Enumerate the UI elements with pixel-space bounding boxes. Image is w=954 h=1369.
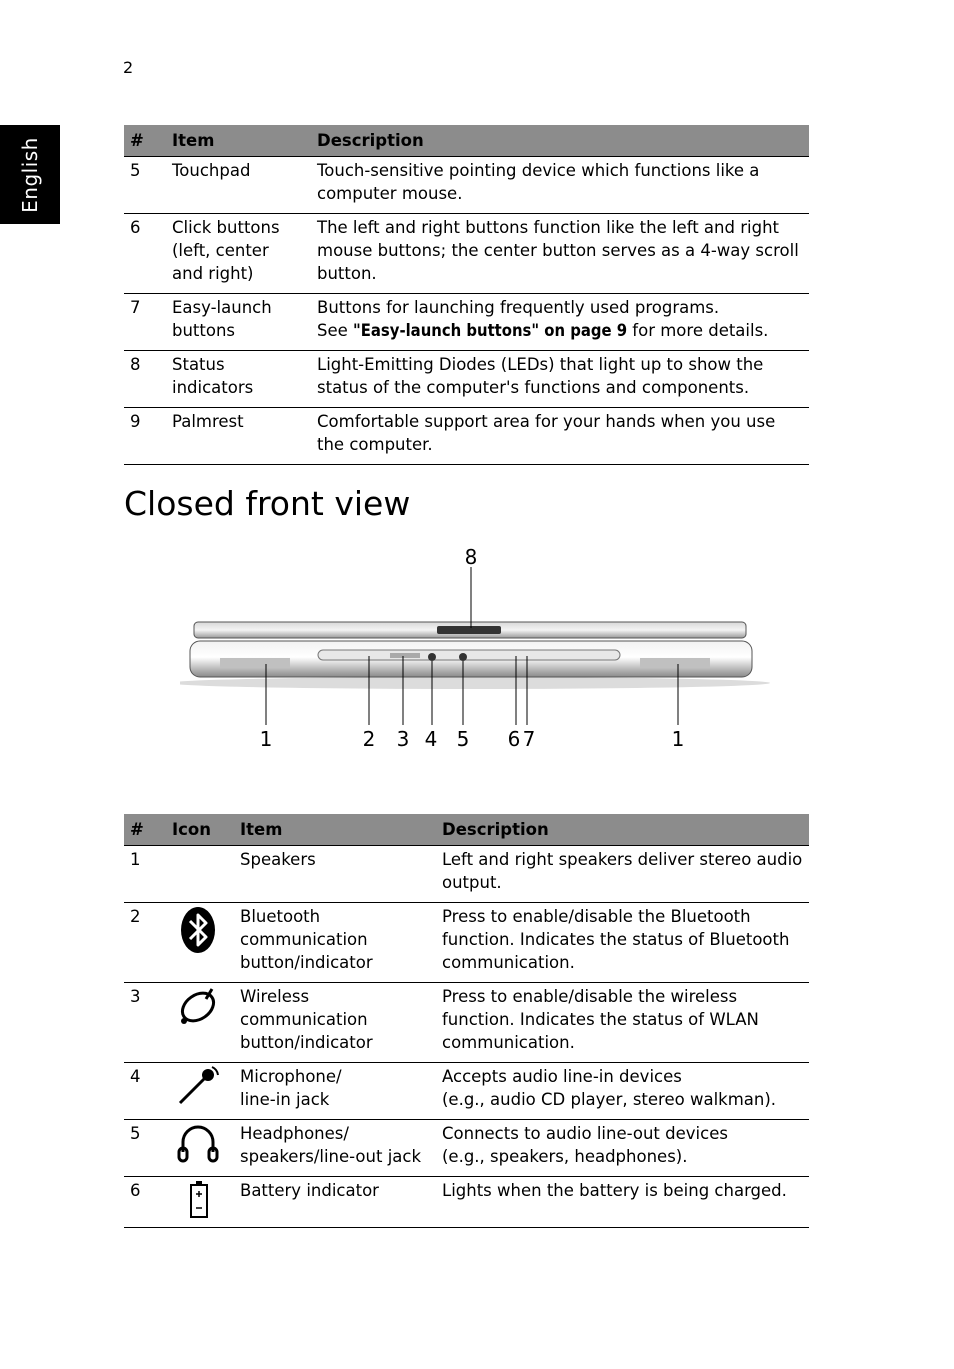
page-number: 2	[123, 58, 134, 77]
row-icon	[166, 903, 234, 983]
table-row	[124, 983, 809, 1063]
language-tab-label: English	[18, 136, 42, 213]
table-header	[124, 125, 809, 157]
row-icon	[166, 1063, 234, 1120]
row-description: Press to enable/disable the Bluetooth function. Indicates the status of Bluetooth communication.	[436, 903, 809, 983]
row-icon	[166, 846, 234, 903]
callout-4: 4	[424, 727, 438, 751]
row-description	[311, 294, 809, 351]
row-item: Wireless communication button/indicator	[234, 983, 436, 1063]
row-description	[436, 1120, 809, 1177]
components-table-1	[124, 125, 809, 465]
row-item: Battery indicator	[234, 1177, 436, 1228]
callout-3: 3	[396, 727, 410, 751]
row-number: 2	[124, 903, 166, 983]
row-number: 8	[124, 351, 166, 408]
row-item: Bluetooth communication button/indicator	[234, 903, 436, 983]
row-number: 1	[124, 846, 166, 903]
header-item: Item	[234, 814, 436, 846]
battery-icon	[176, 1179, 220, 1219]
table-row	[124, 408, 809, 465]
row-number: 6	[124, 1177, 166, 1228]
header-icon: Icon	[166, 814, 234, 846]
row-description: Left and right speakers deliver stereo audio output.	[436, 846, 809, 903]
row-number: 4	[124, 1063, 166, 1120]
item-line-1: Headphones/	[240, 1124, 349, 1143]
callout-5: 5	[456, 727, 470, 751]
callout-8-top: 8	[464, 545, 478, 569]
row-item: Touchpad	[166, 157, 311, 214]
microphone-icon	[176, 1065, 220, 1107]
row-number: 6	[124, 214, 166, 294]
row-description: The left and right buttons function like the left and right mouse buttons; the center button serves as a 4-way scroll button.	[311, 214, 809, 294]
callout-1-right: 1	[671, 727, 685, 751]
row-item	[234, 1120, 436, 1177]
desc-line-1: Connects to audio line-out devices	[442, 1124, 728, 1143]
row-icon	[166, 983, 234, 1063]
row-number: 5	[124, 157, 166, 214]
components-table-2	[124, 814, 809, 1228]
table-header	[124, 814, 809, 846]
row-icon	[166, 1120, 234, 1177]
callout-1-left: 1	[259, 727, 273, 751]
row-description: Touch-sensitive pointing device which functions like a computer mouse.	[311, 157, 809, 214]
desc-line-1: Accepts audio line-in devices	[442, 1067, 682, 1086]
wireless-icon	[176, 985, 220, 1029]
easy-launch-link[interactable]: "Easy-launch buttons" on page 9	[353, 321, 628, 340]
callout-7: 7	[522, 727, 536, 751]
see-text: See	[317, 321, 348, 340]
table-row	[124, 903, 809, 983]
row-item: Status indicators	[166, 351, 311, 408]
table-row	[124, 214, 809, 294]
callout-2: 2	[362, 727, 376, 751]
section-title: Closed front view	[124, 484, 411, 523]
row-item: Easy-launch buttons	[166, 294, 311, 351]
header-description: Description	[436, 814, 809, 846]
table-row	[124, 294, 809, 351]
after-link-text: for more details.	[632, 321, 769, 340]
row-item: Palmrest	[166, 408, 311, 465]
row-number: 5	[124, 1120, 166, 1177]
row-description: Lights when the battery is being charged.	[436, 1177, 809, 1228]
header-item: Item	[166, 125, 311, 157]
bluetooth-icon	[176, 905, 220, 955]
row-item: Speakers	[234, 846, 436, 903]
callout-6: 6	[507, 727, 521, 751]
item-line-2: speakers/line-out jack	[240, 1147, 422, 1166]
table-row	[124, 1063, 809, 1120]
headphones-icon	[176, 1122, 220, 1164]
row-item	[234, 1063, 436, 1120]
table-row	[124, 157, 809, 214]
table-row	[124, 351, 809, 408]
table-row	[124, 1120, 809, 1177]
row-description: Press to enable/disable the wireless function. Indicates the status of WLAN communication.	[436, 983, 809, 1063]
description-text: Buttons for launching frequently used programs.	[317, 298, 720, 317]
row-description: Light-Emitting Diodes (LEDs) that light up to show the status of the computer's functions and components.	[311, 351, 809, 408]
row-number: 9	[124, 408, 166, 465]
desc-line-2: (e.g., audio CD player, stereo walkman).	[442, 1090, 777, 1109]
header-number: #	[124, 814, 166, 846]
table-row	[124, 846, 809, 903]
closed-front-view-figure	[180, 540, 780, 760]
item-line-2: line-in jack	[240, 1090, 330, 1109]
row-icon	[166, 1177, 234, 1228]
row-description	[436, 1063, 809, 1120]
header-description: Description	[311, 125, 809, 157]
row-number: 7	[124, 294, 166, 351]
row-description: Comfortable support area for your hands when you use the computer.	[311, 408, 809, 465]
desc-line-2: (e.g., speakers, headphones).	[442, 1147, 688, 1166]
laptop-illustration	[180, 622, 770, 689]
row-number: 3	[124, 983, 166, 1063]
row-item: Click buttons (left, center and right)	[166, 214, 311, 294]
header-number: #	[124, 125, 166, 157]
language-tab	[0, 125, 60, 224]
item-line-1: Microphone/	[240, 1067, 342, 1086]
table-row	[124, 1177, 809, 1228]
